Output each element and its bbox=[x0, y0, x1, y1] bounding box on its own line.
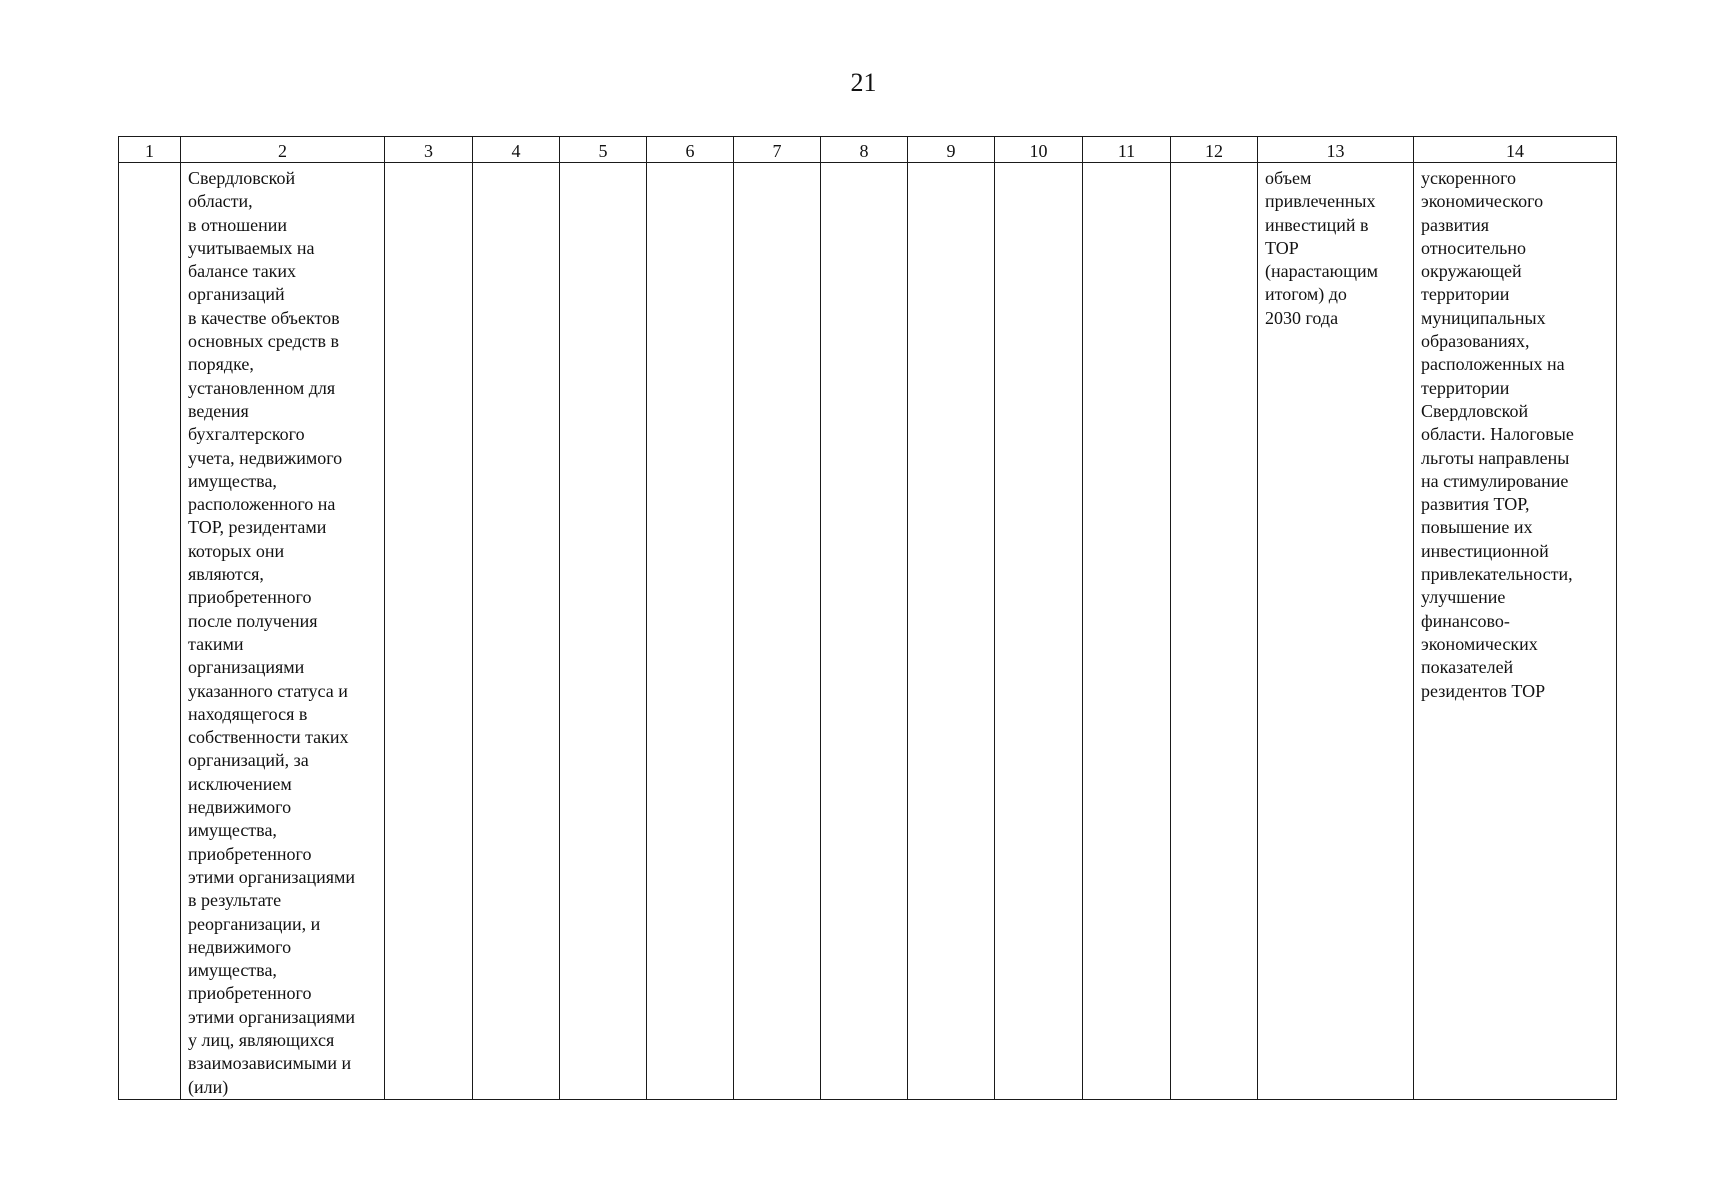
table-row bbox=[119, 163, 1617, 1100]
column-header-14: 14 bbox=[1414, 137, 1617, 163]
table-cell-col4 bbox=[473, 163, 560, 1100]
column-header-1: 1 bbox=[119, 137, 181, 163]
column-header-10: 10 bbox=[995, 137, 1083, 163]
column-header-8: 8 bbox=[821, 137, 908, 163]
cell-text-col2: Свердловской области, в отношении учитываемых на балансе таких организаций в качестве объектов основных средств в порядке, установленном для ведения бухгалтерского учета, недвижимого имущества, расположенного на ТОР, резидентами которых они являются, приобретенного после получения такими организациями указанного статуса и находящегося в собственности таких организаций, за исключением недвижимого имущества, приобретенного этими организациями в результате реорганизации, и недвижимого имущества, приобретенного этими организациями у лиц, являющихся взаимозависимыми и (или) bbox=[188, 168, 356, 1097]
column-header-13: 13 bbox=[1258, 137, 1414, 163]
cell-text-col14: ускоренного экономического развития относительно окружающей территории муниципальных образованиях, расположенных на территории Свердловской области. Налоговые льготы направлены на стимулирование развития ТОР, повышение их инвестиционной привлекательности, улучшение финансово- экономических показателей резидентов ТОР bbox=[1421, 168, 1574, 701]
table-cell-col13 bbox=[1258, 163, 1414, 1100]
column-header-11: 11 bbox=[1083, 137, 1171, 163]
table-cell-col14 bbox=[1414, 163, 1617, 1100]
table-cell-col8 bbox=[821, 163, 908, 1100]
table-cell-col12 bbox=[1171, 163, 1258, 1100]
table-cell-col11 bbox=[1083, 163, 1171, 1100]
table-cell-col7 bbox=[734, 163, 821, 1100]
column-header-3: 3 bbox=[385, 137, 473, 163]
table-cell-col10 bbox=[995, 163, 1083, 1100]
column-header-7: 7 bbox=[734, 137, 821, 163]
column-header-2: 2 bbox=[181, 137, 385, 163]
header-row bbox=[119, 137, 1617, 163]
column-header-6: 6 bbox=[647, 137, 734, 163]
table-header bbox=[119, 137, 1617, 163]
data-table bbox=[118, 136, 1617, 1100]
table-cell-col1 bbox=[119, 163, 181, 1100]
column-header-9: 9 bbox=[908, 137, 995, 163]
column-header-5: 5 bbox=[560, 137, 647, 163]
table-cell-col2 bbox=[181, 163, 385, 1100]
table-cell-col9 bbox=[908, 163, 995, 1100]
table-cell-col3 bbox=[385, 163, 473, 1100]
column-header-4: 4 bbox=[473, 137, 560, 163]
table-cell-col6 bbox=[647, 163, 734, 1100]
page-number: 21 bbox=[850, 68, 877, 97]
cell-text-col13: объем привлеченных инвестиций в ТОР (нарастающим итогом) до 2030 года bbox=[1265, 168, 1379, 328]
column-header-12: 12 bbox=[1171, 137, 1258, 163]
table-cell-col5 bbox=[560, 163, 647, 1100]
